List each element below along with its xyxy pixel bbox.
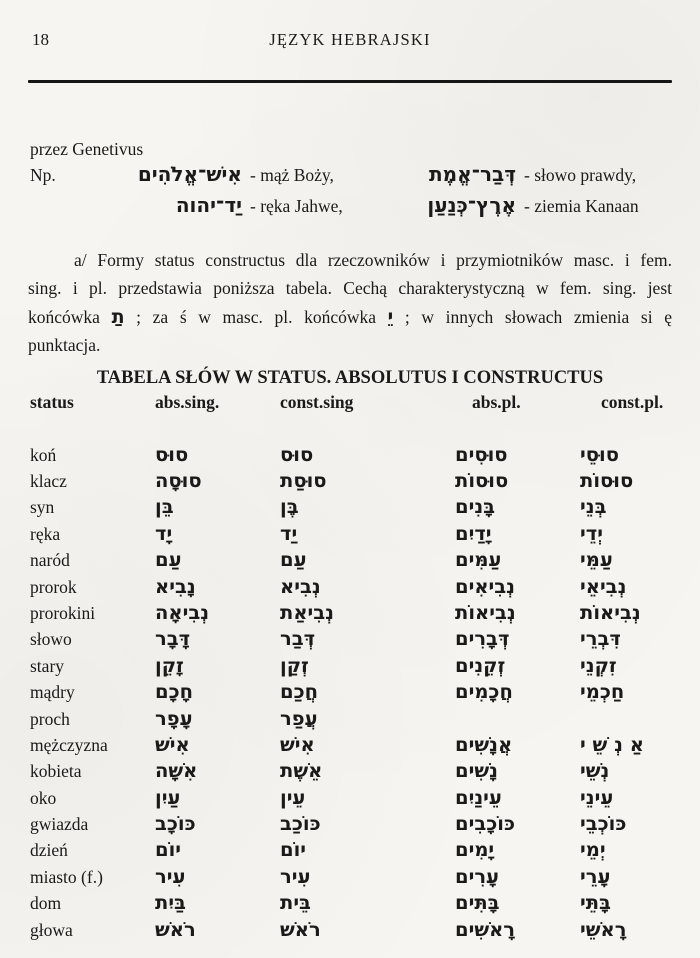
cell-const-sing: יוֹם bbox=[280, 838, 307, 862]
table-row bbox=[28, 468, 672, 494]
cell-const-sing: בֵּית bbox=[280, 891, 311, 915]
cell-abs-pl: אֲנָשִׁים bbox=[455, 732, 513, 756]
cell-abs-sing: אִשָּׁה bbox=[155, 759, 198, 783]
cell-const-sing: עִיר bbox=[280, 864, 311, 888]
cell-const-sing: רֹאשׁ bbox=[280, 917, 321, 941]
cell-abs-sing: אִישׁ bbox=[155, 732, 190, 756]
cell-abs-pl: נְבִיאוֹת bbox=[455, 600, 516, 624]
cell-const-pl: דִּבְרֵי bbox=[580, 627, 621, 651]
page-number: 18 bbox=[32, 30, 49, 49]
cell-const-pl: נְשֵׁי bbox=[580, 759, 610, 783]
row-status-label: koń bbox=[30, 444, 57, 465]
cell-const-sing: בֶּן bbox=[280, 495, 299, 519]
running-title: JĘZYK HEBRAJSKI bbox=[269, 30, 431, 49]
row-status-label: proch bbox=[30, 708, 70, 729]
cell-abs-sing: סוּסָה bbox=[155, 468, 202, 492]
cell-abs-pl: רָאשִׁים bbox=[455, 917, 516, 941]
table-row bbox=[28, 574, 672, 600]
table-row bbox=[28, 785, 672, 811]
table-row bbox=[28, 653, 672, 679]
cell-abs-pl: חֲכָמִים bbox=[455, 680, 513, 704]
cell-abs-pl: בָּתִּים bbox=[455, 891, 500, 915]
row-status-label: dzień bbox=[30, 840, 68, 861]
example-row-1 bbox=[28, 162, 672, 193]
cell-abs-sing: יָד bbox=[155, 521, 173, 545]
header-rule bbox=[28, 80, 672, 83]
table-row bbox=[28, 890, 672, 916]
table-header-row bbox=[28, 392, 672, 413]
cell-abs-sing: נְבִיאָה bbox=[155, 600, 210, 624]
cell-const-pl: סוּסוֹת bbox=[580, 468, 634, 492]
cell-abs-pl: כּוֹכָבִים bbox=[455, 812, 515, 836]
paragraph-text: a/ Formy status constructus dla rzeczowników i przymiotników masc. i fem. sing. i pl. przedstawia poniższa tabela. Cechą charakterystyczną w fem. sing. jest końcówka bbox=[28, 249, 672, 327]
cell-abs-pl: נָשִׁים bbox=[455, 759, 498, 783]
table-title: TABELA SŁÓW W STATUS. ABSOLUTUS I CONSTRUCTUS bbox=[96, 367, 604, 388]
row-status-label: ręka bbox=[30, 523, 61, 544]
cell-const-sing: עֵין bbox=[280, 785, 306, 809]
cell-abs-sing: עִיר bbox=[155, 864, 186, 888]
row-status-label: miasto (f.) bbox=[30, 866, 103, 887]
cell-const-pl: כּוֹכְבֵי bbox=[580, 812, 627, 836]
intro-block bbox=[28, 136, 672, 224]
table-row bbox=[28, 758, 672, 784]
cell-const-pl: נְבִיאוֹת bbox=[580, 600, 641, 624]
row-status-label: prorok bbox=[30, 576, 77, 597]
cell-const-pl: זִקְנֵי bbox=[580, 653, 617, 677]
row-status-label: syn bbox=[30, 497, 55, 518]
cell-abs-sing: בֵּן bbox=[155, 495, 174, 519]
cell-abs-sing: רֹאשׁ bbox=[155, 917, 196, 941]
row-status-label: słowo bbox=[30, 629, 72, 650]
col-header-const-pl: const.pl. bbox=[601, 391, 664, 412]
hebrew-ending-fem-sing: תַ bbox=[111, 305, 125, 328]
cell-abs-pl: זְקֵנִים bbox=[455, 653, 506, 677]
cell-abs-pl: נְבִיאִים bbox=[455, 574, 515, 598]
cell-abs-pl: דְּבָרִים bbox=[455, 627, 510, 651]
table-row bbox=[28, 521, 672, 547]
row-status-label: gwiazda bbox=[30, 814, 89, 835]
cell-abs-sing: בַּיִת bbox=[155, 891, 186, 915]
cell-const-pl: סוּסֵי bbox=[580, 442, 619, 466]
example-translation: - ziemia Kanaan bbox=[524, 195, 639, 216]
cell-abs-pl: סוּסוֹת bbox=[455, 468, 509, 492]
cell-const-sing: נְבִיאַת bbox=[280, 600, 334, 624]
table-row bbox=[28, 837, 672, 863]
example-translation: - słowo prawdy, bbox=[524, 164, 637, 185]
hebrew-ending-masc-pl: יֵ bbox=[387, 305, 394, 328]
cell-const-pl: רָאשֵׁי bbox=[580, 917, 627, 941]
cell-const-sing: עֲפַר bbox=[280, 706, 318, 730]
col-header-abs-sing: abs.sing. bbox=[155, 391, 220, 412]
row-status-label: prorokini bbox=[30, 602, 96, 623]
cell-const-sing: אֵשֶׁת bbox=[280, 759, 323, 783]
cell-const-sing: כּוֹכַב bbox=[280, 812, 321, 836]
cell-const-pl: יְמֵי bbox=[580, 838, 606, 862]
cell-abs-sing: עַם bbox=[155, 548, 182, 572]
table-row bbox=[28, 442, 672, 468]
cell-const-pl: יְדֵי bbox=[580, 521, 603, 545]
table-row bbox=[28, 600, 672, 626]
np-label: Np. bbox=[30, 164, 56, 185]
example-pair bbox=[92, 193, 394, 217]
table-row bbox=[28, 864, 672, 890]
cell-abs-pl: בָּנִים bbox=[455, 495, 496, 519]
cell-const-pl: בְּנֵי bbox=[580, 495, 607, 519]
col-header-const-sing: const.sing bbox=[280, 391, 354, 412]
cell-abs-pl: עַמִּים bbox=[455, 548, 502, 572]
cell-abs-pl: יָמִים bbox=[455, 838, 495, 862]
table-row bbox=[28, 732, 672, 758]
table-row bbox=[28, 547, 672, 573]
hebrew-example-text: אִישׁ־אֱלֹהִים bbox=[137, 161, 242, 186]
hebrew-example-text: אֶרֶץ־כְּנַעַן bbox=[427, 192, 516, 217]
paragraph-text: ; w innych słowach zmienia si ę punktacja. bbox=[28, 306, 672, 356]
table-row bbox=[28, 706, 672, 732]
page-header bbox=[28, 0, 672, 54]
example-translation: - ręka Jahwe, bbox=[250, 195, 343, 216]
col-header-abs-pl: abs.pl. bbox=[472, 391, 521, 412]
cell-const-pl: אַ נְ שֵׁ י bbox=[580, 732, 644, 756]
row-status-label: mężczyzna bbox=[30, 734, 108, 755]
example-translation: - mąż Boży, bbox=[250, 164, 334, 185]
cell-const-sing: זְקַן bbox=[280, 653, 309, 677]
cell-abs-sing: יוֹם bbox=[155, 838, 182, 862]
cell-const-sing: עַם bbox=[280, 548, 307, 572]
example-pair bbox=[394, 193, 672, 217]
cell-const-sing: אִישׁ bbox=[280, 732, 315, 756]
cell-abs-pl: עָרִים bbox=[455, 864, 500, 888]
body-paragraph bbox=[28, 246, 672, 360]
cell-abs-sing: חָכָם bbox=[155, 680, 194, 704]
cell-abs-pl: עֵינַיִם bbox=[455, 785, 502, 809]
cell-abs-pl: סוּסִים bbox=[455, 442, 508, 466]
row-status-label: oko bbox=[30, 787, 57, 808]
table-row bbox=[28, 494, 672, 520]
row-status-label: naród bbox=[30, 550, 70, 571]
hebrew-example-text: יַד־יהוה bbox=[175, 192, 242, 217]
cell-const-sing: דְּבַר bbox=[280, 627, 316, 651]
row-status-label: stary bbox=[30, 655, 65, 676]
row-status-label: głowa bbox=[30, 919, 73, 940]
word-table bbox=[28, 442, 672, 943]
intro-lead-text: przez Genetivus bbox=[30, 138, 144, 159]
example-pair bbox=[92, 162, 394, 186]
cell-const-pl: בָּתֵּי bbox=[580, 891, 611, 915]
cell-const-sing: נְבִיא bbox=[280, 574, 321, 598]
row-status-label: mądry bbox=[30, 682, 75, 703]
cell-const-sing: סוּסַת bbox=[280, 468, 327, 492]
cell-abs-sing: כּוֹכָב bbox=[155, 812, 196, 836]
cell-const-pl: חַכְמֵי bbox=[580, 680, 625, 704]
cell-const-pl: עֵינֵי bbox=[580, 785, 614, 809]
row-status-label: dom bbox=[30, 893, 62, 914]
table-row bbox=[28, 917, 672, 943]
cell-const-pl: עָרֵי bbox=[580, 864, 611, 888]
paragraph-text: ; za ś w masc. pl. końcówka bbox=[124, 306, 388, 327]
table-row bbox=[28, 626, 672, 652]
cell-abs-sing: זָקֵן bbox=[155, 653, 184, 677]
row-status-label: kobieta bbox=[30, 761, 82, 782]
cell-abs-pl: יָדַיִם bbox=[455, 521, 492, 545]
cell-abs-sing: סוּס bbox=[155, 442, 189, 466]
example-row-2 bbox=[28, 193, 672, 224]
cell-abs-sing: עָפָר bbox=[155, 706, 193, 730]
example-pair bbox=[394, 162, 672, 186]
table-row bbox=[28, 679, 672, 705]
cell-const-pl: נְבִיאֵי bbox=[580, 574, 627, 598]
cell-abs-sing: דָּבָר bbox=[155, 627, 191, 651]
row-status-label: klacz bbox=[30, 470, 67, 491]
col-header-status: status bbox=[30, 391, 74, 412]
cell-abs-sing: נָבִיא bbox=[155, 574, 196, 598]
table-row bbox=[28, 811, 672, 837]
cell-abs-sing: עַיִן bbox=[155, 785, 181, 809]
cell-const-sing: סוּס bbox=[280, 442, 314, 466]
cell-const-sing: חֲכַם bbox=[280, 680, 319, 704]
hebrew-example-text: דְּבַר־אֱמֶת bbox=[429, 161, 516, 186]
cell-const-sing: יַד bbox=[280, 521, 298, 545]
cell-const-pl: עַמֵּי bbox=[580, 548, 613, 572]
